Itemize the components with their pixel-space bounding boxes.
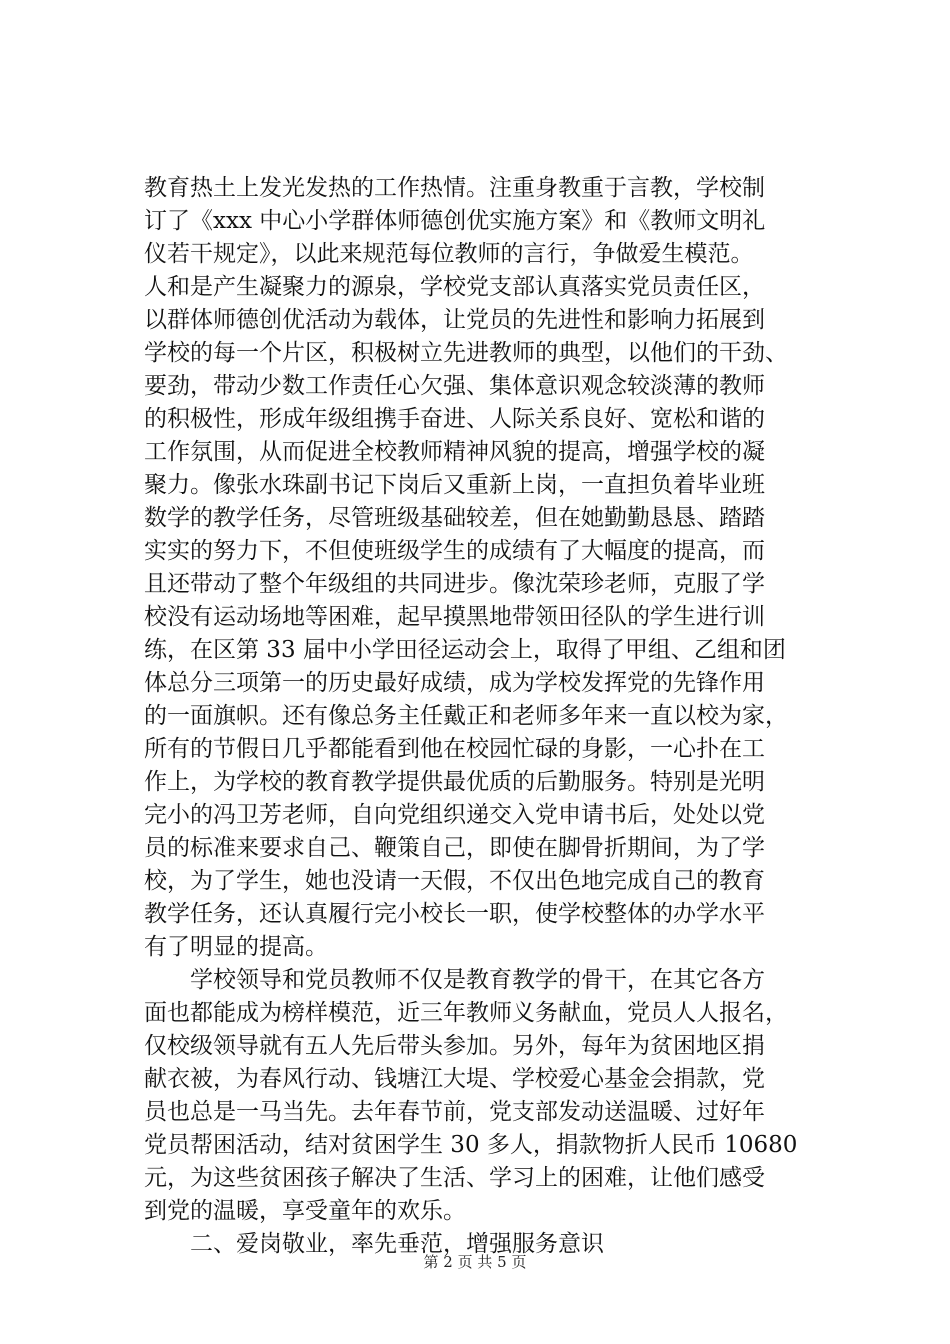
text-line: 工作氛围，从而促进全校教师精神风貌的提高，增强学校的凝: [144, 439, 765, 465]
text-line: 要劲，带动少数工作责任心欠强、集体意识观念较淡薄的教师: [144, 373, 765, 399]
text-line: 党员帮困活动，结对贫困学生 30 多人，捐款物折人民币 10680: [144, 1132, 798, 1158]
text-line: 校，为了学生，她也没请一天假，不仅出色地完成自己的教育: [144, 868, 765, 894]
text-line: 所有的节假日几乎都能看到他在校园忙碌的身影，一心扑在工: [144, 736, 765, 762]
paragraph-first-line: 学校领导和党员教师不仅是教育教学的骨干，在其它各方: [190, 967, 765, 993]
text-line: 员也总是一马当先。去年春节前，党支部发动送温暖、过好年: [144, 1099, 765, 1125]
text-line: 完小的冯卫芳老师，自向党组织递交入党申请书后，处处以党: [144, 802, 765, 828]
text-line: 献衣被，为春风行动、钱塘江大堤、学校爱心基金会捐款，党: [144, 1066, 765, 1092]
text-line: 体总分三项第一的历史最好成绩，成为学校发挥党的先锋作用: [144, 670, 765, 696]
text-line: 的积极性，形成年级组携手奋进、人际关系良好、宽松和谐的: [144, 406, 765, 432]
text-line: 教学任务，还认真履行完小校长一职，使学校整体的办学水平: [144, 901, 765, 927]
text-line: 聚力。像张水珠副书记下岗后又重新上岗，一直担负着毕业班: [144, 472, 765, 498]
page-footer: 第 2 页 共 5 页: [423, 1253, 527, 1271]
text-line: 练，在区第 33 届中小学田径运动会上，取得了甲组、乙组和团: [144, 637, 786, 663]
text-line: 校没有运动场地等困难，起早摸黑地带领田径队的学生进行训: [144, 604, 765, 630]
text-line: 且还带动了整个年级组的共同进步。像沈荣珍老师，克服了学: [144, 571, 765, 597]
text-line: 订了《xxx 中心小学群体师德创优实施方案》和《教师文明礼: [144, 208, 766, 234]
text-line: 教育热土上发光发热的工作热情。注重身教重于言教，学校制: [144, 175, 765, 201]
text-line: 作上，为学校的教育教学提供最优质的后勤服务。特别是光明: [144, 769, 765, 795]
text-line: 仅校级领导就有五人先后带头参加。另外，每年为贫困地区捐: [144, 1033, 765, 1059]
section-heading: 二、爱岗敬业，率先垂范，增强服务意识: [190, 1231, 604, 1257]
text-line: 以群体师德创优活动为载体，让党员的先进性和影响力拓展到: [144, 307, 765, 333]
text-line: 人和是产生凝聚力的源泉，学校党支部认真落实党员责任区，: [144, 274, 765, 300]
text-line: 的一面旗帜。还有像总务主任戴正和老师多年来一直以校为家，: [144, 703, 788, 729]
text-line: 实实的努力下，不但使班级学生的成绩有了大幅度的提高，而: [144, 538, 765, 564]
text-line: 元，为这些贫困孩子解决了生活、学习上的困难，让他们感受: [144, 1165, 765, 1191]
text-line: 面也都能成为榜样模范，近三年教师义务献血，党员人人报名，: [144, 1000, 788, 1026]
text-line: 有了明显的提高。: [144, 934, 328, 960]
text-line: 员的标准来要求自己、鞭策自己，即使在脚骨折期间，为了学: [144, 835, 765, 861]
body-text: [144, 172, 834, 1261]
text-line: 仪若干规定》，以此来规范每位教师的言行，争做爱生模范。: [144, 241, 754, 267]
text-line: 数学的教学任务，尽管班级基础较差，但在她勤勤恳恳、踏踏: [144, 505, 765, 531]
text-line: 到党的温暖，享受童年的欢乐。: [144, 1198, 466, 1224]
text-line: 学校的每一个片区，积极树立先进教师的典型，以他们的干劲、: [144, 340, 788, 366]
